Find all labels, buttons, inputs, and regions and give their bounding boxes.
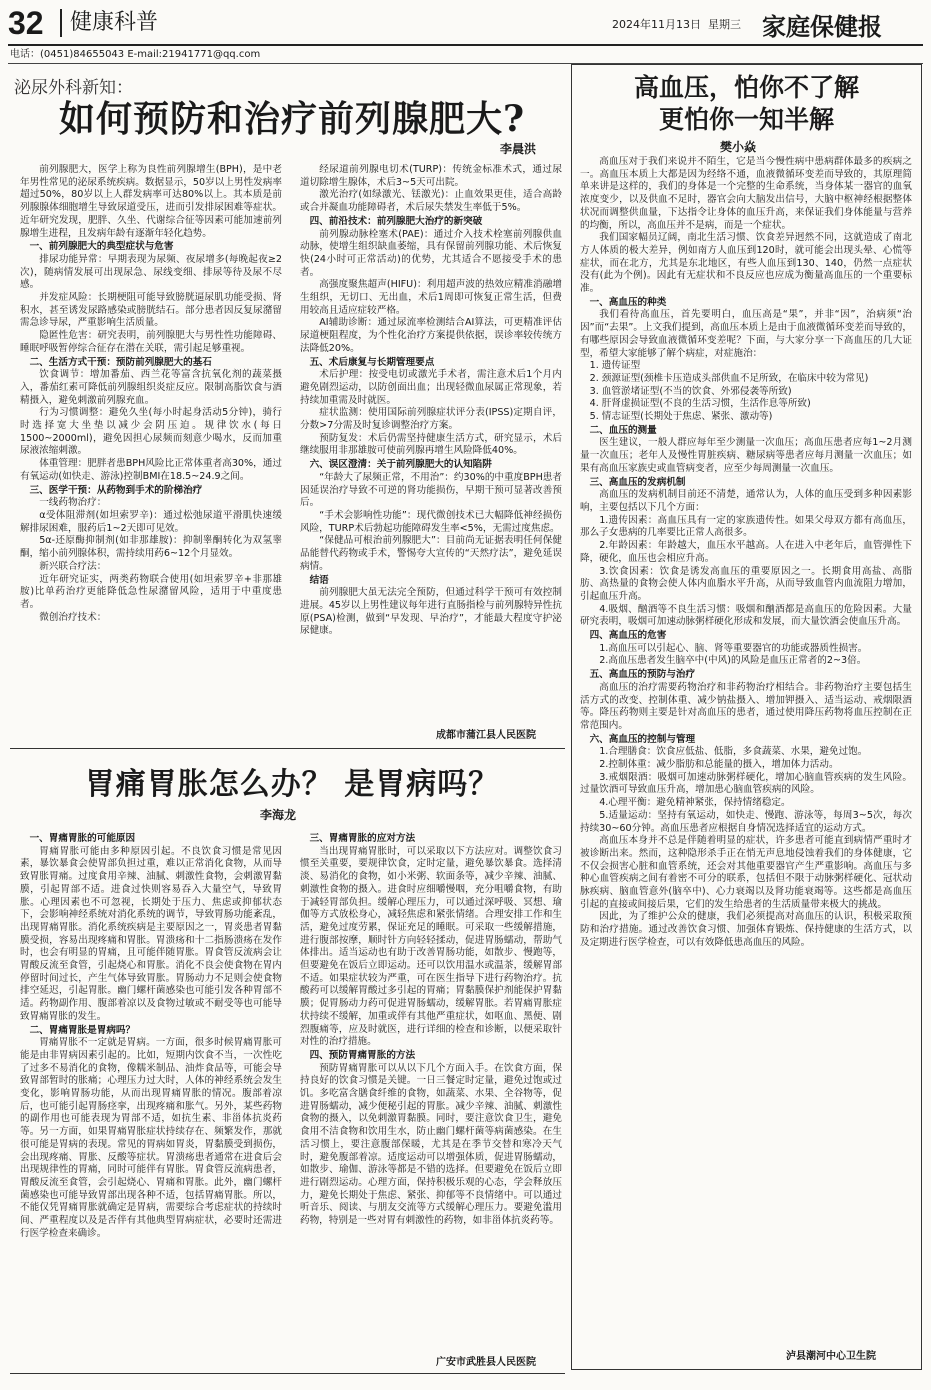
paragraph: 我们国家幅员辽阔，南北生活习惯、饮食差异迥然不同，这就造成了南北方人体质的极大差异，例如南方人血压到120时，就可能会出现头晕、心慌等症状，而在北方，尤其是东北地区，有些人血压到130、140，仍然一点症状没有(此为个例)。因此有无症状和不良反应也应成为衡量高血压的一个重要标准。 [580,232,912,295]
article1-author: 李晨洪 [500,142,537,156]
weekday-text: 星期三 [708,18,741,31]
paragraph: 3.饮食因素：饮食是诱发高血压的重要原因之一。长期食用高盐、高脂肪、高热量的食物会使人体内血脂水平升高，从而导致血管内血流阻力增加，引起血压升高。 [580,565,912,602]
paragraph: 当出现胃痛胃胀时，可以采取以下方法应对。调整饮食习惯至关重要，要规律饮食，定时定量，避免暴饮暴食。选择清淡、易消化的食物，如小米粥、软面条等，减少辛辣、油腻、刺激性食物的摄入。进食时应细嚼慢咽，充分咀嚼食物，有助于减轻胃部负担。缓解心理压力，可以通过深呼吸、冥想、瑜伽等方式放松身心，减轻焦虑和紧张情绪。合理安排工作和生活，避免过度劳累，保证充足的睡眠。可采取一些缓解措施，进行腹部按摩，顺时针方向轻轻揉动，促进胃肠蠕动，帮助气体排出。适当运动也有助于改善胃肠功能，如散步、慢跑等，但要避免在饭后立即运动。还可以饮用温水或温茶，缓解胃部不适。如果症状较为严重，可在医生指导下进行药物治疗。抗酸药可以缓解胃酸过多引起的胃痛；胃黏膜保护剂能保护胃黏膜；促胃肠动力药可促进胃肠蠕动，缓解胃胀。若胃痛胃胀症状持续不缓解，加重或伴有其他严重症状，如呕血、黑便、剧烈腹痛等，应及时就医，进行详细的检查和诊断，以便采取针对性的治疗措施。 [300,845,562,1048]
paragraph: 术后护理：按受电切或激光手术者，需注意术后1个月内避免剧烈运动，以防创面出血；出现轻微血尿属正常现象，若持续加重需及时就医。 [300,369,562,406]
section-heading: 四、预防胃痛胃胀的方法 [309,1049,416,1061]
paragraph: 排尿功能异常：早期表现为尿频、夜尿增多(每晚起夜≥2次)，随病情发展可出现尿急、尿线变细、排尿等待及尿不尽感。 [20,253,282,291]
paragraph: 2.控制体重：减少脂肪和总能量的摄入，增加体力活动。 [599,759,839,771]
section-name: 健康科普 [70,10,159,35]
list-item: 2. 颈源证型(颈椎卡压造成头部供血不足所致，在临床中较为常见) [589,372,869,384]
article1-column-1 [20,164,282,752]
section-heading: 一、高血压的种类 [589,296,667,308]
article3-author: 樊小焱 [720,140,757,154]
article3-source: 泸县潮河中心卫生院 [786,1351,876,1362]
section-heading: 一、胃痛胃胀的可能原因 [29,833,136,844]
section-heading: 四、高血压的危害 [589,630,667,642]
paragraph: 隐匿性危害：研究表明，前列腺肥大与男性性功能障碍、睡眠呼吸暂停综合征存在潜在关联，需引起足够重视。 [20,330,282,354]
list-item: 1. 遗传证型 [589,360,641,372]
paragraph: 前列腺肥大，医学上称为良性前列腺增生(BPH)，是中老年男性常见的泌尿系统疾病。数据显示，50岁以上男性发病率超过50%，80岁以上人群发病率可达80%以上。其本质是前列腺腺体细胞增生导致尿道受压，进而引发排尿困难等症状。近年研究发现，肥胖、久坐、代谢综合征等因素可能加速前列腺增生进程，且发病年龄有逐渐年轻化趋势。 [20,164,282,239]
paragraph: “保健品可根治前列腺肥大”：目前尚无证据表明任何保健品能替代药物或手术，警惕夸大宣传的“天然疗法”，避免延误病情。 [300,535,562,572]
paragraph: 近年研究证实，两类药物联合使用(如坦索罗辛+非那雄胺)比单药治疗更能降低急性尿潴留风险，适用于中重度患者。 [20,573,282,610]
section-heading: 五、术后康复与长期管理要点 [309,356,435,368]
list-item: 5. 情志证型(长期处于焦虑、紧张、激动等) [589,411,773,423]
paragraph: 高强度聚焦超声(HIFU)：利用超声波的热效应精准消融增生组织，无切口、无出血，术后1周即可恢复正常生活，但费用较高且适应症较严格。 [300,279,562,316]
paragraph: 行为习惯调整：避免久坐(每小时起身活动5分钟)，骑行时选择宽大坐垫以减少会阴压迫。规律饮水(每日1500~2000ml)，避免因担心尿频而刻意少喝水，反而加重尿液浓缩刺激。 [20,407,282,457]
section-heading: 结语 [309,574,329,586]
paragraph: 1.合理膳食：饮食应低盐、低脂，多食蔬菜、水果，避免过饱。 [599,746,868,758]
paragraph: 前列腺肥大虽无法完全预防，但通过科学干预可有效控制进展。45岁以上男性建议每年进行直肠指检与前列腺特异性抗原(PSA)检测，做到“早发现、早治疗”，才能最大程度守护泌尿健康。 [300,587,562,637]
paragraph: “手术会影响性功能”：现代微创技术已大幅降低神经损伤风险，TURP术后勃起功能障碍发生率<5%，无需过度焦虑。 [300,509,562,534]
paragraph: 新兴联合疗法： [39,560,107,572]
paragraph: 我们看待高血压，首先要明白，血压高是“果”，并非“因”，治病须“治因”而“去果”。上文我们提到，高血压本质上是由于血液微循环变差而导致的，有哪些原因会导致血液微循环变差呢？下面，与大家分享一下高血压的几大证型，希望大家能够了解个病症，对症施治： [580,309,912,359]
article2-source: 广安市武胜县人民医院 [436,1357,536,1368]
paragraph: 胃痛胃胀可能由多种原因引起。不良饮食习惯是常见因素，暴饮暴食会使胃部负担过重，难以正常消化食物，从而导致胃胀胃痛。过度食用辛辣、油腻、刺激性食物，会刺激胃黏膜，引起胃部不适。进食过快则容易吞入大量空气，导致胃胀。心理因素也不可忽视，长期处于压力、焦虑或抑郁状态下，会影响神经系统对消化系统的调节，导致胃肠功能紊乱，出现胃痛胃胀。消化系统疾病是主要原因之一，胃炎患者胃黏膜受损，容易出现疼痛和胃胀。胃溃疡和十二指肠溃疡在发作时，也会有明显的胃痛，且可能伴随胃胀。胃食管反流病会让胃酸反流至食管，引起烧心和胃胀。消化不良会使食物在胃内停留时间过长，产生气体导致胃胀。胃肠动力不足则会使食物排空延迟，引起胃胀。幽门螺杆菌感染也可能引发各种胃部不适。药物副作用、腹部着凉以及食物过敏或不耐受等也可能导致胃痛胃胀的发生。 [20,845,282,1022]
article1-source: 成都市蒲江县人民医院 [436,730,536,741]
paragraph: 激光治疗(如绿激光、铥激光)：止血效果更佳，适合高龄或合并凝血功能障碍者，术后尿失禁发生率低于5%。 [300,189,562,214]
newspaper-name: 家庭保健报 [762,12,882,41]
paragraph: 5α-还原酶抑制剂(如非那雄胺)：抑制睾酮转化为双氢睾酮，缩小前列腺体积，需持续用药6~12个月显效。 [20,535,282,560]
section-heading: 三、高血压的发病机制 [589,476,686,488]
masthead [0,0,931,46]
paragraph: 高血压本身并不总是伴随着明显的症状，许多患者可能直到病情严重时才被诊断出来。然而，这种隐形杀手正在悄无声息地侵蚀着我们的身体健康，它不仅会损害心脏和血管系统，还会对其他重要器官产生严重影响。高血压与多种心血管疾病之间有着密不可分的联系，包括但不限于动脉粥样硬化、冠状动脉疾病、脑血管意外(脑卒中)、心力衰竭以及肾功能衰竭等。这些都是高血压引起的直接或间接后果，它们的发生给患者的生活质量带来极大的挑战。 [580,835,912,910]
section-heading: 五、高血压的预防与治疗 [589,669,696,681]
article1-title: 如何预防和治疗前列腺肥大? [58,98,526,140]
section-heading: 三、胃痛胃胀的应对方法 [309,833,416,844]
issue-date [612,18,741,32]
paragraph: 微创治疗技术： [39,611,107,623]
article3-title-line1: 高血压，怕你不了解 [633,73,859,102]
section-heading: 三、医学干预：从药物到手术的阶梯治疗 [29,484,203,496]
paragraph: AI辅助诊断：通过尿流率检测结合AI算法，可更精准评估尿道梗阻程度，为个性化治疗方案提供依据，误诊率较传统方法降低20%。 [300,317,562,354]
section-heading: 四、前沿技术：前列腺肥大治疗的新突破 [309,215,483,227]
paragraph: 前列腺动脉栓塞术(PAE)：通过介入技术栓塞前列腺供血动脉，使增生组织缺血萎缩，具有保留前列腺功能、术后恢复快(24小时可正常活动)的优势，尤其适合不愿接受手术的患者。 [300,228,562,278]
paragraph: 一线药物治疗： [39,497,107,509]
contact-line: 电话：(0451)84655043 E-mail:21941771@qq.com [10,49,261,60]
section-heading: 一、前列腺肥大的典型症状与危害 [29,241,174,253]
article3-title-line2: 更怕你一知半解 [658,105,834,134]
paragraph: 3.戒烟限酒：吸烟可加速动脉粥样硬化，增加心脑血管疾病的发生风险。过量饮酒可导致血压升高，增加患心脑血管疾病的风险。 [580,771,912,796]
paragraph: 医生建议，一般人群应每年至少测量一次血压；高血压患者应每1~2月测量一次血压；老年人及慢性胃脏疾病、糖尿病等患者应每月测量一次血压；如果有高血压家族史或血管病变者，应至少每周测量一次血压。 [580,437,912,474]
masthead-rule [8,44,923,46]
date-text: 2024年11月13日 [612,18,701,31]
list-item: 4. 肝肾虚损证型(不良的生活习惯，生活作息等所致) [589,398,811,410]
paragraph: 胃痛胃胀不一定就是胃病。一方面，很多时候胃痛胃胀可能是由非胃病因素引起的。比如，短期内饮食不当，一次性吃了过多不易消化的食物，像糯米制品、油炸食品等，可能会导致胃部暂时的胀痛；心理压力过大时，人体的神经系统会发生变化，影响胃肠功能，从而出现胃痛胃胀的情况。腹部着凉后，也可能引起胃肠痉挛，出现疼痛和胀气。另外，某些药物的副作用也可能表现为胃部不适，如抗生素、非甾体抗炎药等。另一方面，如果胃痛胃胀症状持续存在、频繁发作，那就很可能是胃病的表现。常见的胃病如胃炎，胃黏膜受到损伤，会出现疼痛、胃胀、反酸等症状。胃溃疡患者通常在进食后会出现规律性的胃痛，同时可能伴有胃胀。胃食管反流病患者，胃酸反流至食管，会引起烧心、胃痛和胃胀。此外，幽门螺杆菌感染也可能导致胃部出现各种不适，包括胃痛胃胀。所以，不能仅凭胃痛胃胀就确定是胃病，需要综合考虑症状的持续时间、严重程度以及是否伴有其他典型胃病症状，必要时还需进行医学检查来确诊。 [20,1037,282,1239]
article-separator [10,748,565,749]
article1-kicker: 泌尿外科新知： [14,78,133,98]
paragraph: 症状监测：使用国际前列腺症状评分表(IPSS)定期自评，分数>7分需及时复诊调整治疗方案。 [300,407,562,432]
paragraph: 体重管理：肥胖者患BPH风险比正常体重者高30%，通过有氧运动(如快走、游泳)控制BMI在18.5~24.9之间。 [20,458,282,482]
article2-title: 胃痛胃胀怎么办？ 是胃病吗？ [84,767,500,802]
paragraph: 高血压的治疗需要药物治疗和非药物治疗相结合。非药物治疗主要包括生活方式的改变、控制体重、减少钠盐摄入、增加钾摄入、适当运动、戒烟限酒等。降压药物则主要是针对高血压的患者，通过使用降压药物将血压控制在正常范围内。 [580,681,912,731]
list-item: 3. 血管淤堵证型(不当的饮食、外邪侵袭等所致) [589,385,792,397]
paragraph: 高血压的发病机制目前还不清楚，通常认为，人体的血压受到多种因素影响，主要包括以下几个方面： [580,489,912,513]
paragraph: α受体阻滞剂(如坦索罗辛)：通过松弛尿道平滑肌快速缓解排尿困难，服药后1~2天即可见效。 [20,509,282,534]
article2-author: 李海龙 [260,808,297,822]
paragraph: 1.遗传因素：高血压具有一定的家族遗传性。如果父母双方都有高血压，那么子女患病的几率要比正常人高很多。 [580,514,912,539]
masthead-divider [60,9,62,37]
paragraph: 预防胃痛胃胀可以从以下几个方面入手。在饮食方面，保持良好的饮食习惯是关键。一日三餐定时定量，避免过饱或过饥。多吃富含膳食纤维的食物，如蔬菜、水果、全谷物等，促进胃肠蠕动，减少便秘引起的胃胀。减少辛辣、油腻、刺激性食物的摄入，以免刺激胃黏膜。同时，要注意饮食卫生，避免食用不洁食物和饮用生水，防止幽门螺杆菌等病菌感染。在生活习惯上，要注意腹部保暖，尤其是在季节交替和寒冷天气时，避免腹部着凉。适度运动可以增强体质，促进胃肠蠕动，如散步、瑜伽、游泳等都是不错的选择。但要避免在饭后立即进行剧烈运动。心理方面，保持积极乐观的心态，学会释放压力，避免长期处于焦虑、紧张、抑郁等不良情绪中。可以通过听音乐、阅读、与朋友交流等方式缓解心理压力。要避免滥用药物，特别是一些对胃有刺激性的药物，如非甾体抗炎药等。 [300,1062,562,1227]
paragraph: 5.适量运动：坚持有氧运动，如快走、慢跑、游泳等，每周3~5次，每次持续30~60分钟。高血压患者应根据自身情况选择适宜的运动方式。 [580,809,912,834]
paragraph: 4.心理平衡：避免精神紧张，保持情绪稳定。 [599,797,791,809]
section-heading: 二、生活方式干预：预防前列腺肥大的基石 [29,356,212,368]
article2-column-1 [20,832,282,1372]
paragraph: 1.高血压可以引起心、脑、肾等重要器官的功能或器质性损害。 [599,642,868,654]
paragraph: 预防复发：术后仍需坚持健康生活方式，研究显示，术后继续服用非那雄胺可使前列腺再增生风险降低40%。 [300,432,562,457]
paragraph: 4.吸烟、酗酒等不良生活习惯：吸烟和酗酒都是高血压的危险因素。大量研究表明，吸烟可加速动脉粥样硬化形成和发展，而大量饮酒会使血压升高。 [580,603,912,628]
section-heading: 二、胃痛胃胀是胃病吗？ [29,1024,136,1036]
article1-column-2 [300,164,562,724]
section-heading: 二、血压的测量 [589,424,657,436]
section-heading: 六、高血压的控制与管理 [589,733,696,745]
article3-body [580,156,912,1352]
bottom-rule [10,1373,565,1374]
paragraph: “年龄大了尿频正常，不用治”：约30%的中重度BPH患者因延误治疗导致不可逆的肾功能损伤，早期干预可显著改善预后。 [300,471,562,509]
paragraph: 经尿道前列腺电切术(TURP)：传统金标准术式，通过尿道切除增生腺体，术后3~5天可出院。 [300,164,562,188]
paragraph: 2.年龄因素：年龄越大，血压水平越高。人在进入中老年后，血管弹性下降，硬化，血压也会相应升高。 [580,540,912,564]
paragraph: 高血压对于我们来说并不陌生，它是当今慢性病中患病群体最多的疾病之一。高血压本质上大都是因为经络不通，血液微循环变差而导致的，其原理简单来讲是这样的，我们的身体是一个完整的生命系统，当身体某一器官的血氧浓度变少，以及供血不足时，器官会向大脑发出信号，大脑中枢神经根据整体状况而调整供血量，下达指令让身体的血压升高，来保证我们身体能量与营养的均衡，所以，高血压并不是病，而是一个症状。 [580,156,912,231]
page-number: 32 [8,5,44,41]
paragraph: 并发症风险：长期梗阻可能导致膀胱逼尿肌功能受损、肾积水，甚至诱发尿路感染或膀胱结石。部分患者因反复尿潴留需急诊导尿，严重影响生活质量。 [20,292,282,329]
paragraph: 饮食调节：增加番茄、西兰花等富含抗氧化剂的蔬菜摄入，番茄红素可降低前列腺组织炎症反应。限制高脂饮食与酒精摄入，避免刺激前列腺充血。 [20,369,282,406]
section-heading: 六、误区澄清：关于前列腺肥大的认知陷阱 [309,459,492,471]
paragraph: 因此，为了维护公众的健康，我们必须提高对高血压的认识，积极采取预防和治疗措施。通过改善饮食习惯、加强体育锻炼、保持健康的生活方式，以及定期进行医学检查，可以有效降低患高血压的风险。 [580,911,912,948]
paragraph: 2.高血压患者发生脑卒中(中风)的风险是血压正常者的2~3倍。 [599,655,867,667]
article2-column-2 [300,832,562,1352]
